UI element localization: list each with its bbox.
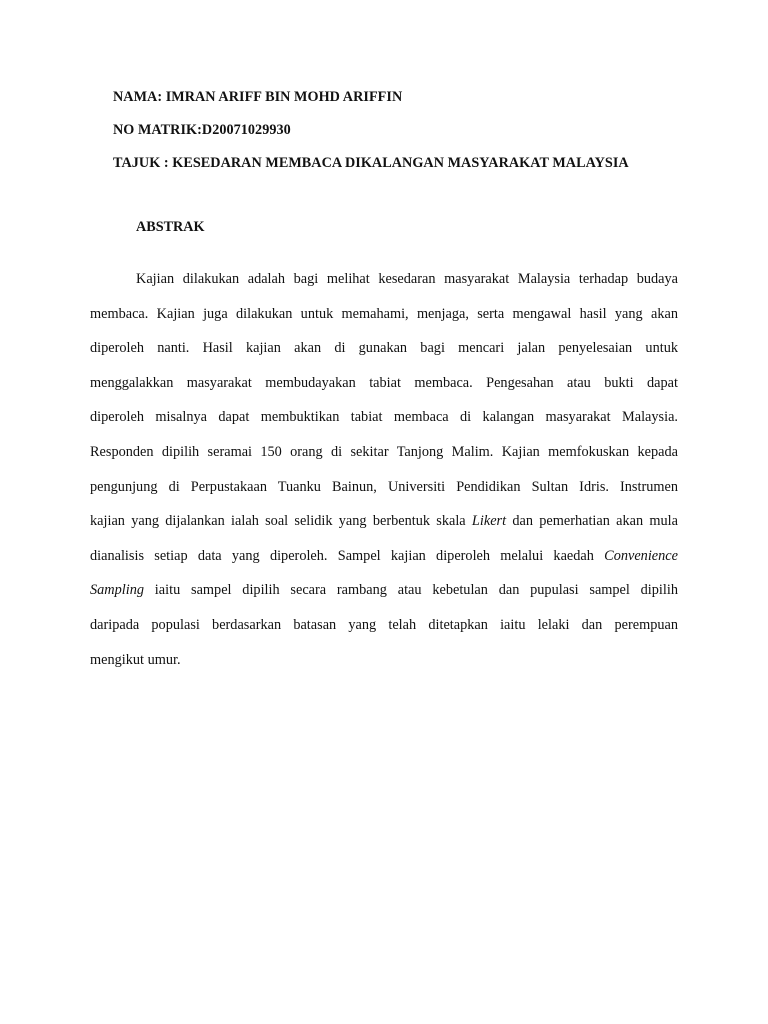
abstract-body <box>90 262 678 677</box>
italic-term: Convenience <box>604 547 678 564</box>
student-name: NAMA: IMRAN ARIFF BIN MOHD ARIFFIN <box>113 89 403 105</box>
abstract-line: Responden dipilih seramai 150 orang di sekitar Tanjong Malim. Kajian memfokuskan kepada <box>90 443 678 460</box>
abstract-line: mengikut umur. <box>90 651 181 668</box>
text-run: dianalisis setiap data yang diperoleh. Sampel kajian diperoleh melalui kaedah <box>90 547 605 564</box>
abstract-line: menggalakkan masyarakat membudayakan tabiat membaca. Pengesahan atau bukti dapat <box>90 374 678 391</box>
text-run: iaitu sampel dipilih secara rambang atau kebetulan dan pupulasi sampel dipilih <box>144 582 678 599</box>
document-title: TAJUK : KESEDARAN MEMBACA DIKALANGAN MASYARAKAT MALAYSIA <box>113 155 629 171</box>
text-run: dan pemerhatian akan mula <box>506 513 679 530</box>
abstract-heading: ABSTRAK <box>136 219 205 235</box>
abstract-line <box>90 539 678 574</box>
abstract-line: diperoleh nanti. Hasil kajian akan di gunakan bagi mencari jalan penyelesaian untuk <box>90 340 678 357</box>
abstract-line: membaca. Kajian juga dilakukan untuk memahami, menjaga, serta mengawal hasil yang akan <box>90 305 678 322</box>
abstract-line: pengunjung di Perpustakaan Tuanku Bainun, Universiti Pendidikan Sultan Idris. Instrumen <box>90 478 678 495</box>
abstract-line: diperoleh misalnya dapat membuktikan tabiat membaca di kalangan masyarakat Malaysia. <box>90 409 678 426</box>
italic-term: Likert <box>471 513 507 530</box>
abstract-line: Kajian dilakukan adalah bagi melihat kesedaran masyarakat Malaysia terhadap budaya <box>136 271 678 287</box>
text-run: kajian yang dijalankan ialah soal selidik yang berbentuk skala <box>90 513 472 530</box>
italic-term: Sampling <box>90 582 145 599</box>
abstract-line <box>90 573 678 608</box>
abstract-line <box>90 504 678 539</box>
abstract-line: daripada populasi berdasarkan batasan yang telah ditetapkan iaitu lelaki dan perempuan <box>90 616 678 633</box>
matric-number: NO MATRIK:D20071029930 <box>113 122 291 138</box>
